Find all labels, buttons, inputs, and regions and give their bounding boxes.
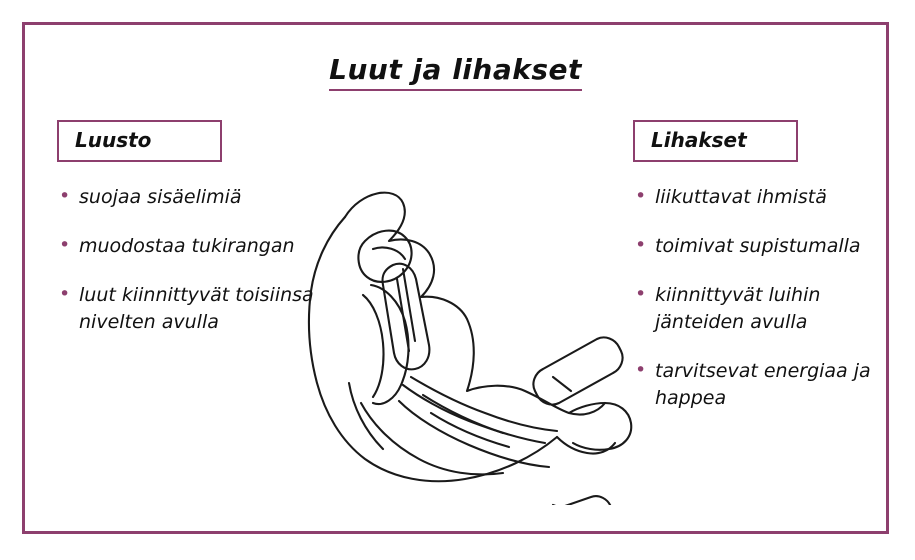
list-item: • kiinnittyvät luihin jänteiden avulla: [633, 282, 898, 336]
left-column-heading: Luusto: [57, 120, 222, 162]
list-item: • tarvitsevat energiaa ja happea: [633, 358, 898, 412]
page-title: [25, 53, 886, 86]
list-item: • toimivat supistumalla: [633, 233, 898, 260]
list-item: • luut kiinnittyvät toisiinsa nivelten avulla: [57, 282, 322, 336]
slide-frame: [22, 22, 889, 534]
right-column-heading: Lihakset: [633, 120, 798, 162]
list-item: • liikuttavat ihmistä: [633, 184, 898, 211]
list-item: • muodostaa tukirangan: [57, 233, 322, 260]
right-column: [633, 120, 898, 434]
right-column-bullet-list: [633, 184, 898, 412]
page-title-text: Luut ja lihakset: [329, 53, 582, 91]
arm-illustration: [253, 145, 653, 505]
arm-muscles-bones-icon: [253, 145, 653, 505]
list-item: • suojaa sisäelimiä: [57, 184, 322, 211]
